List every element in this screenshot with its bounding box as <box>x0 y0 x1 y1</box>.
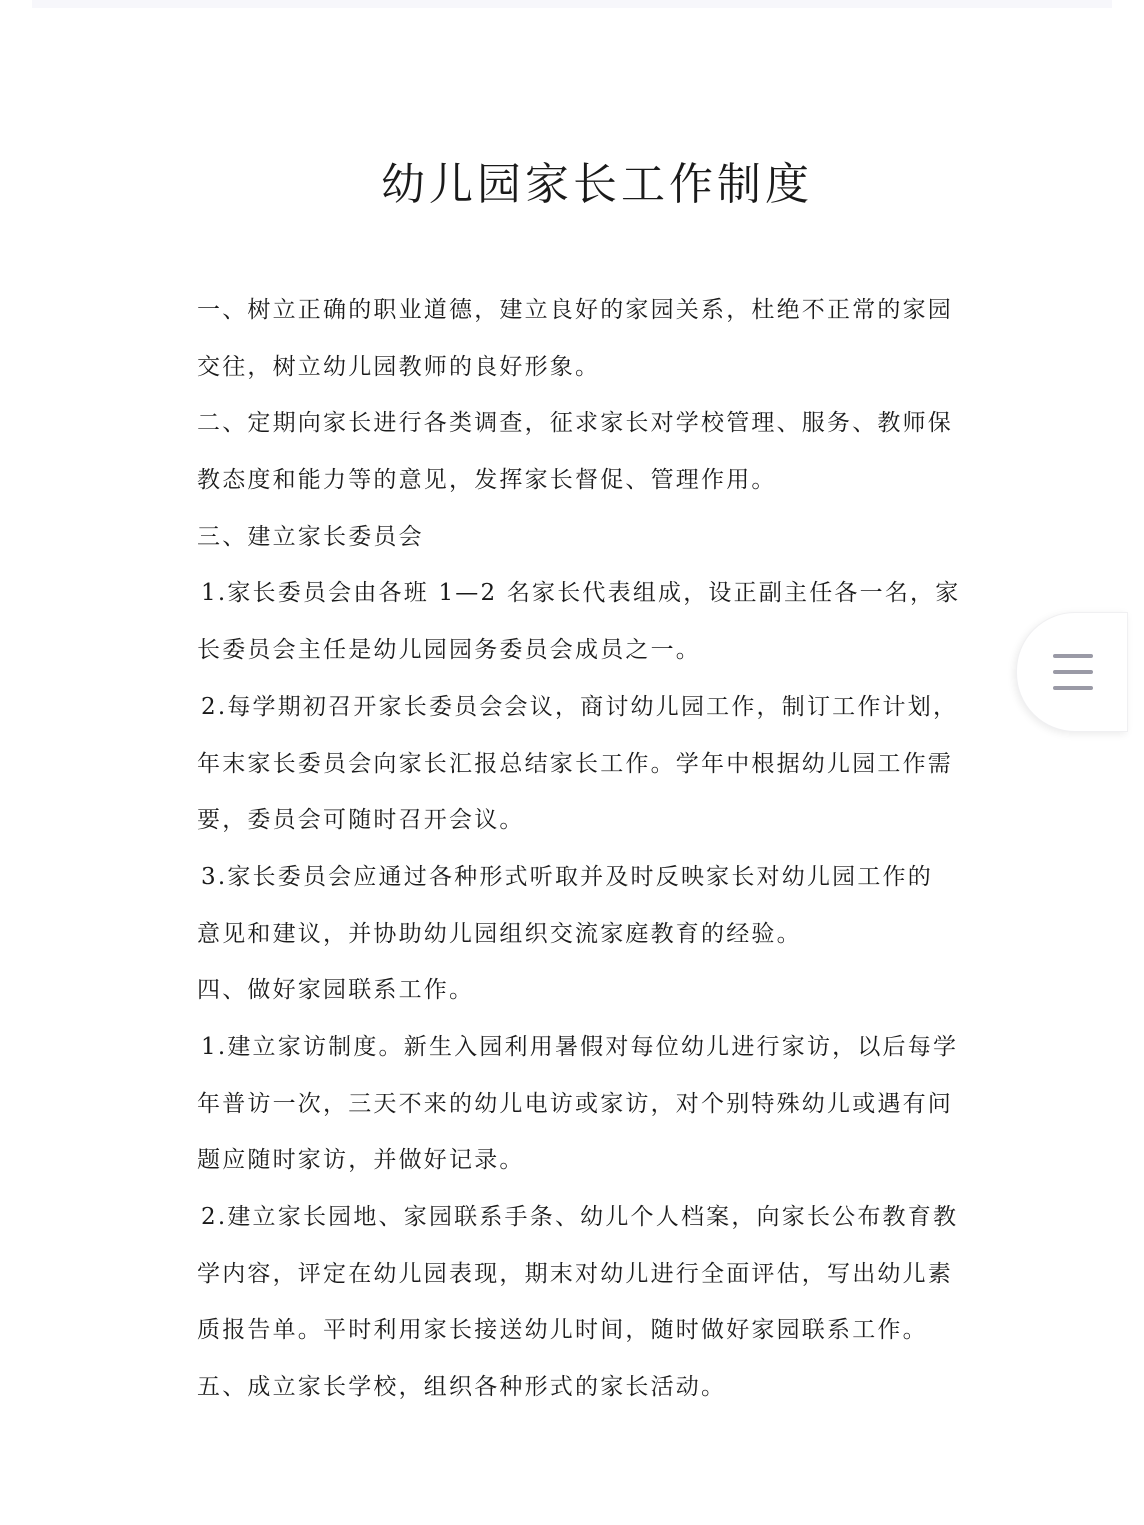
paragraph-line: 长委员会主任是幼儿园园务委员会成员之一。 <box>197 637 701 664</box>
paragraph-line: 3.家长委员会应通过各种形式听取并及时反映家长对幼儿园工作的 <box>201 863 933 890</box>
paragraph-line: 2.每学期初召开家长委员会会议，商讨幼儿园工作，制订工作计划， <box>201 693 959 720</box>
paragraph-line: 四、做好家园联系工作。 <box>197 977 475 1004</box>
paragraph-line: 1.家长委员会由各班 1—2 名家长代表组成，设正副主任各一名，家 <box>201 580 961 607</box>
paragraph-line: 要，委员会可随时召开会议。 <box>197 807 525 834</box>
paragraph-line: 五、成立家长学校，组织各种形式的家长活动。 <box>197 1374 727 1401</box>
paragraph-line: 题应随时家访，并做好记录。 <box>197 1147 525 1174</box>
document-title: 幼儿园家长工作制度 <box>381 159 813 210</box>
paragraph-line: 1.建立家访制度。新生入园利用暑假对每位幼儿进行家访，以后每学 <box>201 1033 959 1060</box>
paragraph-line: 年末家长委员会向家长汇报总结家长工作。学年中根据幼儿园工作需 <box>197 750 953 777</box>
paragraph-line: 2.建立家长园地、家园联系手条、幼儿个人档案，向家长公布教育教 <box>201 1204 959 1230</box>
paragraph-line: 意见和建议，并协助幼儿园组织交流家庭教育的经验。 <box>197 920 802 947</box>
paragraph-line: 一、树立正确的职业道德，建立良好的家园关系，杜绝不正常的家园 <box>197 297 953 323</box>
paragraph-line: 交往，树立幼儿园教师的良好形象。 <box>197 353 601 380</box>
top-bar <box>32 0 1112 8</box>
paragraph-line: 教态度和能力等的意见，发挥家长督促、管理作用。 <box>197 467 777 494</box>
paragraph-line: 质报告单。平时利用家长接送幼儿时间，随时做好家园联系工作。 <box>197 1317 928 1344</box>
paragraph-line: 学内容，评定在幼儿园表现，期末对幼儿进行全面评估，写出幼儿素 <box>197 1260 953 1287</box>
paragraph-line: 二、定期向家长进行各类调查，征求家长对学校管理、服务、教师保 <box>197 410 953 437</box>
menu-button[interactable] <box>1016 612 1128 732</box>
paragraph-line: 年普访一次，三天不来的幼儿电访或家访，对个别特殊幼儿或遇有问 <box>197 1090 953 1117</box>
document-body <box>197 292 977 1426</box>
paragraph-line: 三、建立家长委员会 <box>197 523 424 550</box>
